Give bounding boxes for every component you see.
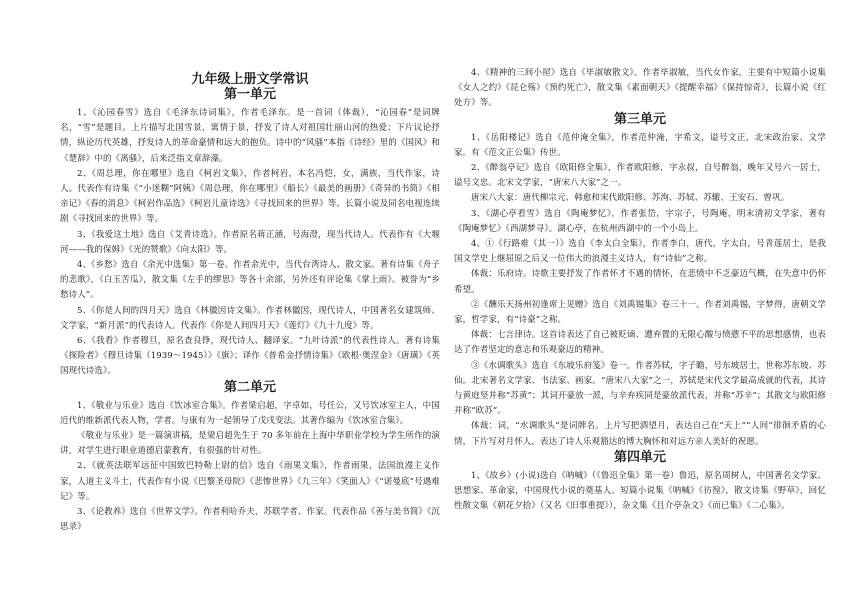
unit-1-paragraph-2: 2、《周总理，你在哪里》选自《柯岩文集》，作者柯岩，本名冯恺，女，满族，当代作家，诗人。代表作有诗集《“小迷糊”阿姨》《周总理，你在哪里》《船长》《最美的画册》《奇异的书简》《相亲记》《春的消息》《柯岩作品选》《柯岩儿童诗选》《寻找回来的世界》等。长篇小说及同名电视连续剧《寻找回来的世界》等。 bbox=[60, 168, 440, 225]
unit-1-paragraph-6: 6、《我看》作者穆旦，原名查良铮，现代诗人、翻译家。“九叶诗派”的代表性诗人。著有诗集《探险者》《穆旦诗集（1939～1945）》《旗》；译作《普希金抒情诗集》《欧根·奥涅金》《唐璜》《英国现代诗选》。 bbox=[60, 336, 440, 377]
unit-3-paragraph-8: 体裁：七言律诗。这首诗表达了自己被贬谪、遭弃置的无限心酸与愤懑不平的思想感情，也表达了作者坚定的意志和乐观豪迈的精神。 bbox=[454, 330, 826, 356]
unit-3-paragraph-6: 体裁：乐府诗。诗歌主要抒发了作者怀才不遇的情怀，在悲愤中不乏豪迈气概，在失意中仍怀希望。 bbox=[454, 269, 826, 295]
unit-1-paragraph-3: 3、《我爱这土地》选自《艾青诗选》。作者原名蒋正涵，号海澄，现当代诗人。代表作有《大堰河——我的保姆》《光的赞歌》《向太阳》等。 bbox=[60, 229, 440, 255]
unit-4-paragraph-1: 1、《故乡》(小说)选自《呐喊》（《鲁迅全集》第一卷）鲁迅，原名周树人，中国著名文学家、思想家、革命家，中国现代小说的奠基人。短篇小说集《呐喊》《彷徨》，散文诗集《野草》，回忆性散文集《朝花夕拾》（又名《旧事重提》），杂文集《且介亭杂文》《而已集》《二心集》。 bbox=[454, 470, 826, 512]
unit-3-paragraph-10: 体裁：词，“水调歌头”是词牌名。上片写把酒望月，表达自己在“天上”“人间”徘徊矛盾的心情，下片写对月怀人，表达了诗人乐观豁达的博大胸怀和对远方亲人美好的祝愿。 bbox=[454, 421, 826, 447]
unit-1-paragraph-1: 1、《沁园春雪》选自《毛泽东诗词集》，作者毛泽东。是一首词（体裁），“沁园春”是词牌名，“雪”是题目。上片描写北国雪景，寓情于景，抒发了诗人对祖国壮丽山河的热爱；下片议论抒情，纵论历代英雄，抒发诗人的革命豪情和远大的抱负。诗中的“风骚”本指《诗经》里的《国风》和《楚辞》中的《离骚》，后来泛指文章辞藻。 bbox=[60, 108, 440, 164]
document-title: 九年级上册文学常识 bbox=[191, 72, 309, 87]
unit-3-paragraph-9: ③《水调歌头》选自《东坡乐府笺》卷一。作者苏轼，字子瞻，号东坡居士，世称苏东坡、苏仙。北宋著名文学家、书法家、画家。“唐宋八大家”之一，苏轼是宋代文学最高成就的代表，其诗与黄庭坚并称“苏黄”；其词开豪放一派，与辛弃疾同是豪放派代表，并称“苏辛”；其散文与欧阳修并称“欧苏”。 bbox=[454, 360, 826, 417]
unit-3-paragraph-5: 4、①《行路难（其一）》选自《李太白全集》，作者李白，唐代，字太白，号青莲居士，是我国文学史上继屈原之后又一位伟大的浪漫主义诗人，有“诗仙”之称。 bbox=[454, 239, 826, 265]
unit-1-paragraph-4: 4、《乡愁》选自《余光中选集》第一卷。作者余光中，当代台湾诗人、散文家。著有诗集《舟子的悲歌》，《白玉苦瓜》，散文集《左手的缪思》等各十余部，另外还有评论集《掌上雨》。被誉为“乡愁诗人”。 bbox=[60, 260, 440, 301]
unit-1-paragraph-5: 5、《你是人间的四月天》选自《林徽因诗文集》。作者林徽因，现代诗人，中国著名女建筑师、文学家，“新月派”的代表诗人。代表作《你是人间四月天》《莲灯》《九十九度》等。 bbox=[60, 305, 440, 331]
unit-2-paragraph-2: 《敬业与乐业》是一篇演讲稿，是梁启超先生于 70 多年前在上海中华职业学校为学生所作的演讲，对学生进行职业道德启蒙教育，有很强的针对性。 bbox=[60, 431, 440, 457]
unit-2-paragraph-1: 1、《敬业与乐业》选自《饮冰室合集》。作者梁启超，字卓如，号任公，又号饮冰室主人，中国近代的维新派代表人物，学者。与康有为一起领导了戊戌变法。其著作编为《饮冰室合集》。 bbox=[60, 400, 440, 426]
unit-4-heading: 第四单元 bbox=[613, 449, 666, 465]
unit-3-paragraph-1: 1、《岳阳楼记》选自《范仲淹全集》，作者范仲淹，字希文，谥号文正，北宋政治家、文学家。有《范文正公集》传世。 bbox=[454, 132, 826, 158]
unit-2-paragraph-3: 2、《就英法联军远征中国致巴特勒上尉的信》选自《雨果文集》，作者雨果，法国浪漫主义作家，人道主义斗士，代表作有小说《巴黎圣母院》《悲惨世界》《九三年》《笑面人》《“诺曼底”号遇难记》等。 bbox=[60, 461, 440, 502]
unit-1-heading: 第一单元 bbox=[223, 87, 276, 102]
right-column bbox=[454, 66, 826, 514]
unit-3-paragraph-2: 2、《醉翁亭记》选自《欧阳修全集》，作者欧阳修，字永叔，自号醉翁，晚年又号六一居士，谥号文忠。北宋文学家，“唐宋八大家”之一。 bbox=[454, 163, 826, 189]
unit-3-paragraph-4: 3、《湖心亭看雪》选自《陶庵梦忆》，作者张岱，字宗子，号陶庵，明末清初文学家，著有《陶庵梦忆》《西湖梦寻》。湖心亭，在杭州西湖中的一个小岛上。 bbox=[454, 208, 826, 234]
unit-2-paragraph-5: 4、《精神的三间小屋》选自《毕淑敏散文》。作者毕淑敏，当代女作家，主要有中短篇小说集《女人之约》《昆仑殇》《预约死亡》，散文集《素面朝天》《提醒幸福》《保持惊奇》，长篇小说《红处方》等。 bbox=[454, 68, 826, 109]
unit-3-paragraph-3: 唐宋八大家：唐代柳宗元、韩愈和宋代欧阳修、苏洵、苏轼、苏辙、王安石、曾巩。 bbox=[471, 193, 790, 204]
unit-2-paragraph-4: 3、《论教养》选自《世界文学》。作者利哈乔夫，苏联学者、作家。代表作品《善与美书简》《沉思录》 bbox=[60, 507, 440, 533]
unit-3-paragraph-7: ②《酬乐天扬州初逢席上见赠》选自《刘禹锡集》卷三十一。作者刘禹锡，字梦得，唐朝文学家，哲学家，有“诗豪”之称。 bbox=[454, 299, 826, 326]
left-column bbox=[60, 64, 440, 535]
unit-3-heading: 第三单元 bbox=[613, 111, 666, 127]
unit-2-heading: 第二单元 bbox=[223, 379, 276, 395]
